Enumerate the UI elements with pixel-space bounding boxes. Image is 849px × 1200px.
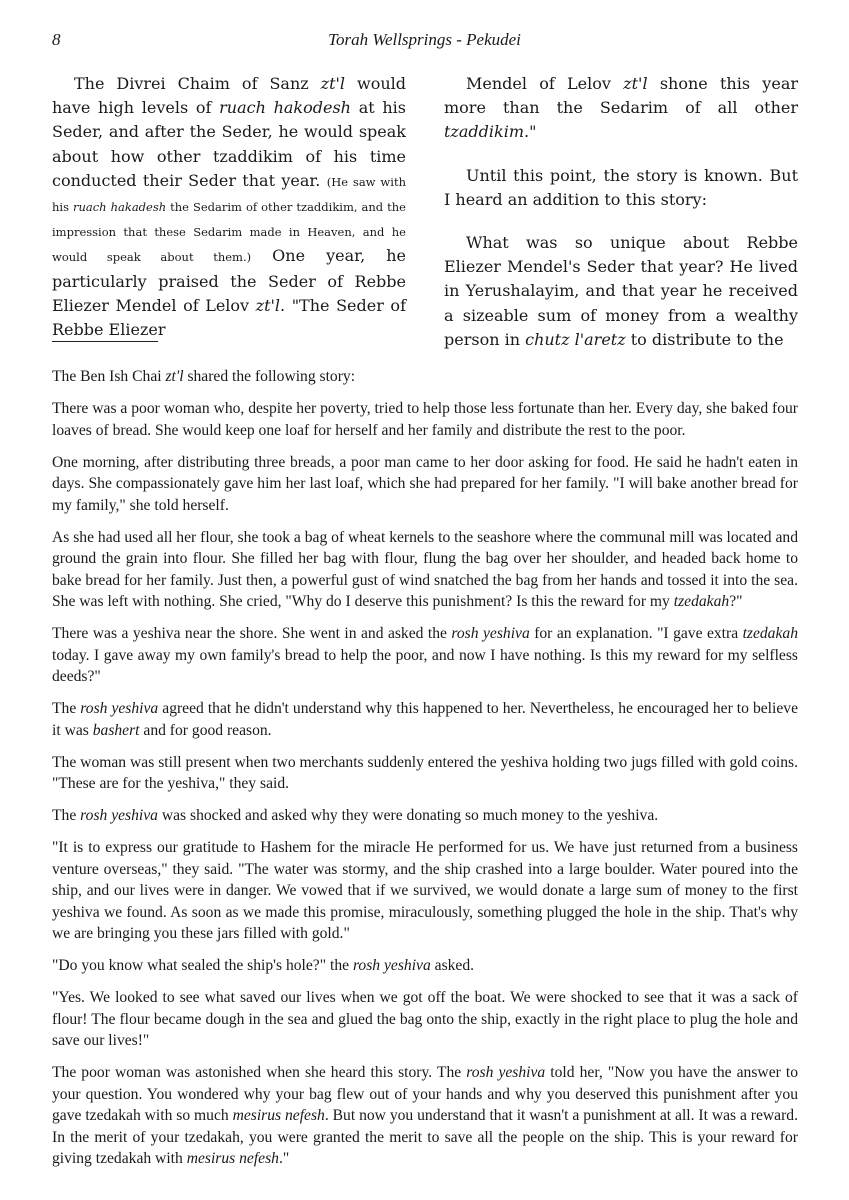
text-run: .": [523, 122, 537, 142]
paragraph: [52, 987, 798, 1052]
text-run: for an explanation. "I gave extra: [529, 625, 743, 642]
text-run: "It is to express our gratitude to Hashem for the miracle He performed for us. We have just returned from a business venture overseas," they said. "The water was stormy, and the ship crashed into a large boulder. Water poured into the ship, and our lives were in danger. We vowed that if we survived, we would donate a large sum of money to the first yeshiva we found. As soon as we made this promise, miraculously, something plugged the hole in the ship. That's why we are bringing you these jars filled with gold.": [52, 839, 798, 942]
text-run: shone this year more than the Sedarim of all other: [444, 74, 799, 118]
text-run: One year, he particularly praised the Seder of Rebbe Eliezer Mendel of Lelov: [52, 246, 407, 315]
paragraph: [444, 164, 798, 212]
text-run: was shocked and asked why they were donating so much money to the yeshiva.: [157, 807, 659, 824]
text-run: at his Seder, and after the Seder, he would speak about how other tzaddikim of his time conducted their Seder that year.: [52, 98, 407, 190]
text-run: The Divrei Chaim of Sanz: [74, 74, 321, 93]
paragraph: [52, 72, 406, 342]
page-number: 8: [52, 30, 61, 49]
italic-term: rosh yeshiva: [80, 700, 159, 717]
text-run: What was so unique about Rebbe Eliezer Mendel's Seder that year? He lived in Yerushalayim, and that year he received a sizeable sum of money from a wealthy person in: [444, 233, 798, 349]
text-run: (He saw with his: [52, 174, 406, 215]
paragraph: [52, 398, 798, 441]
text-run: "Yes. We looked to see what saved our lives when we got off the boat. We were shocked to see that it was a sack of flour! The flour became dough in the sea and glued the bag onto the ship, exactly in the right place to plug the hole and save our lives!": [52, 989, 798, 1049]
paragraph: [444, 72, 798, 145]
italic-term: zt'l: [165, 368, 184, 385]
text-run: ?": [729, 593, 743, 610]
paragraph: [52, 623, 798, 688]
text-run: The Ben Ish Chai: [52, 368, 166, 385]
text-run: asked.: [430, 957, 475, 974]
text-run: to distribute to the: [625, 329, 784, 349]
paragraph: [52, 698, 798, 741]
paragraph: [52, 1062, 798, 1170]
right-column: [444, 72, 798, 371]
left-column: [52, 72, 406, 361]
italic-term: mesirus nefesh: [186, 1150, 279, 1167]
italic-term: rosh yeshiva: [451, 625, 530, 642]
footnote: [52, 366, 798, 1180]
paragraph: [52, 805, 798, 827]
text-run: There was a yeshiva near the shore. She went in and asked the: [52, 625, 452, 642]
running-header: [52, 30, 797, 54]
text-run: the Sedarim of other tzaddikim, and the impression that these Sedarim made in Heaven, and he would speak about them.): [52, 200, 406, 265]
text-run: Until this point, the story is known. But I heard an addition to this story:: [444, 165, 798, 209]
text-run: One morning, after distributing three breads, a poor man came to her door asking for food. He said he hadn't eaten in days. She compassionately gave him her last loaf, which she had prepared for her family. "I will bake another bread for my family," she told herself.: [52, 453, 798, 514]
paragraph: [52, 955, 798, 977]
text-run: There was a poor woman who, despite her poverty, tried to help those less fortunate than her. Every day, she baked four loaves of bread. She would keep one loaf for herself and her family and distribute the rest to the poor.: [52, 400, 798, 439]
text-run: Mendel of Lelov: [466, 74, 624, 93]
text-run: agreed that he didn't understand why this happened to her. Nevertheless, he encouraged her to believe it was: [52, 700, 798, 739]
text-run: and for good reason.: [139, 721, 272, 739]
italic-term: bashert: [92, 721, 140, 739]
paragraph: [52, 837, 798, 945]
italic-term: tzaddikim: [444, 122, 524, 142]
italic-term: zt'l: [255, 295, 281, 315]
italic-term: tzedakah: [673, 593, 730, 610]
running-title: Torah Wellsprings - Pekudei: [328, 30, 521, 49]
text-run: would have high levels of: [52, 74, 407, 118]
italic-term: tzedakah: [742, 625, 798, 642]
italic-term: zt'l: [623, 74, 648, 93]
italic-term: mesirus nefesh: [232, 1107, 325, 1124]
text-run: told her, "Now you have the answer to your question. You wondered why your bag flew out of your hands and why you deserved this punishment after you gave tzedakah with so much: [52, 1064, 798, 1124]
text-run: today. I gave away my own family's bread to help the poor, and now I have nothing. Is this my reward for my selfless deeds?": [52, 646, 798, 685]
italic-term: zt'l: [320, 74, 346, 93]
paragraph: [52, 366, 798, 388]
italic-term: ruach hakadesh: [72, 200, 167, 215]
italic-term: rosh yeshiva: [466, 1064, 546, 1081]
text-run: As she had used all her flour, she took a bag of wheat kernels to the seashore where the communal mill was located and ground the grain into flour. She filled her bag with flour, flung the bag over her shoulder, and headed back home to bake bread for her family. Just then, a powerful gust of wind snatched the bag from her hands and tossed it into the sea. She was left with nothing. She cried, "Why do I deserve this punishment? Is this the reward for my: [52, 528, 798, 610]
text-run: . But now you understand that it wasn't a punishment at all. It was a reward. In the merit of your tzedakah, you were granted the merit to save all the people on the ship. This is your reward for giving tzedakah with: [52, 1107, 798, 1167]
italic-term: rosh yeshiva: [80, 807, 158, 824]
text-run: The poor woman was astonished when she heard this story. The: [52, 1064, 467, 1081]
text-run: . "The Seder of Rebbe Eliezer: [52, 295, 406, 340]
footnote-divider: [52, 341, 158, 342]
italic-term: rosh yeshiva: [352, 957, 431, 974]
text-run: "Do you know what sealed the ship's hole?" the: [52, 957, 353, 974]
text-run: The: [52, 700, 81, 717]
text-run: The woman was still present when two merchants suddenly entered the yeshiva holding two jugs filled with gold coins. "These are for the yeshiva," they said.: [52, 753, 798, 792]
paragraph: [52, 527, 798, 613]
italic-term: ruach hakodesh: [219, 98, 351, 118]
text-run: shared the following story:: [183, 368, 356, 385]
paragraph: [52, 752, 798, 795]
paragraph: [52, 452, 798, 517]
italic-term: chutz l'aretz: [525, 329, 626, 349]
paragraph: [444, 231, 798, 352]
text-run: .": [278, 1150, 290, 1167]
text-run: The: [52, 807, 81, 824]
